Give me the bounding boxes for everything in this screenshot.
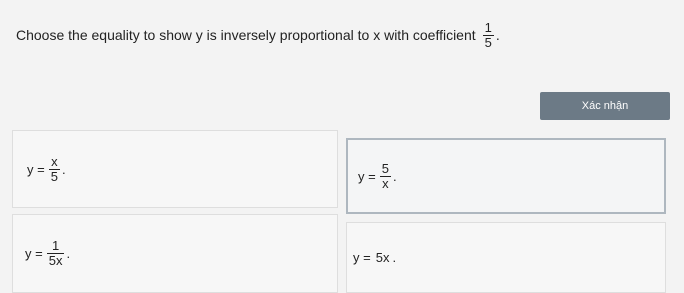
option-period: . xyxy=(66,246,71,261)
option-expression xyxy=(358,162,397,190)
option-lhs: y = xyxy=(25,246,43,261)
answer-option-c[interactable] xyxy=(12,214,338,293)
option-fraction xyxy=(380,162,391,190)
option-period: . xyxy=(392,250,397,265)
option-lhs: y = xyxy=(353,250,371,265)
fraction-numerator: 1 xyxy=(484,19,492,35)
fraction-denominator: 5 xyxy=(484,34,492,50)
option-fraction xyxy=(49,155,60,183)
fraction-denominator: 5 xyxy=(50,168,58,184)
option-period: . xyxy=(61,161,66,177)
question-period: . xyxy=(495,27,500,43)
option-expression xyxy=(353,250,396,265)
option-lhs: y = xyxy=(358,168,376,184)
option-period: . xyxy=(392,168,397,184)
answer-option-b[interactable] xyxy=(346,138,666,214)
option-expression xyxy=(27,155,66,183)
question-text: Choose the equality to show y is inversely proportional to x with coefficient xyxy=(16,27,476,43)
option-expression xyxy=(25,239,70,267)
fraction-numerator: 5 xyxy=(381,160,389,176)
question-fraction xyxy=(483,21,494,49)
option-fraction xyxy=(47,239,65,267)
option-rhs: 5x xyxy=(375,250,390,265)
option-lhs: y = xyxy=(27,161,45,177)
answer-option-a[interactable] xyxy=(12,130,338,208)
fraction-denominator: x xyxy=(382,175,389,191)
fraction-numerator: x xyxy=(51,153,58,169)
fraction-numerator: 1 xyxy=(51,238,60,254)
question xyxy=(16,20,500,50)
fraction-denominator: 5x xyxy=(48,253,63,268)
confirm-button[interactable]: Xác nhận xyxy=(540,92,670,120)
answer-option-d[interactable] xyxy=(346,222,666,293)
